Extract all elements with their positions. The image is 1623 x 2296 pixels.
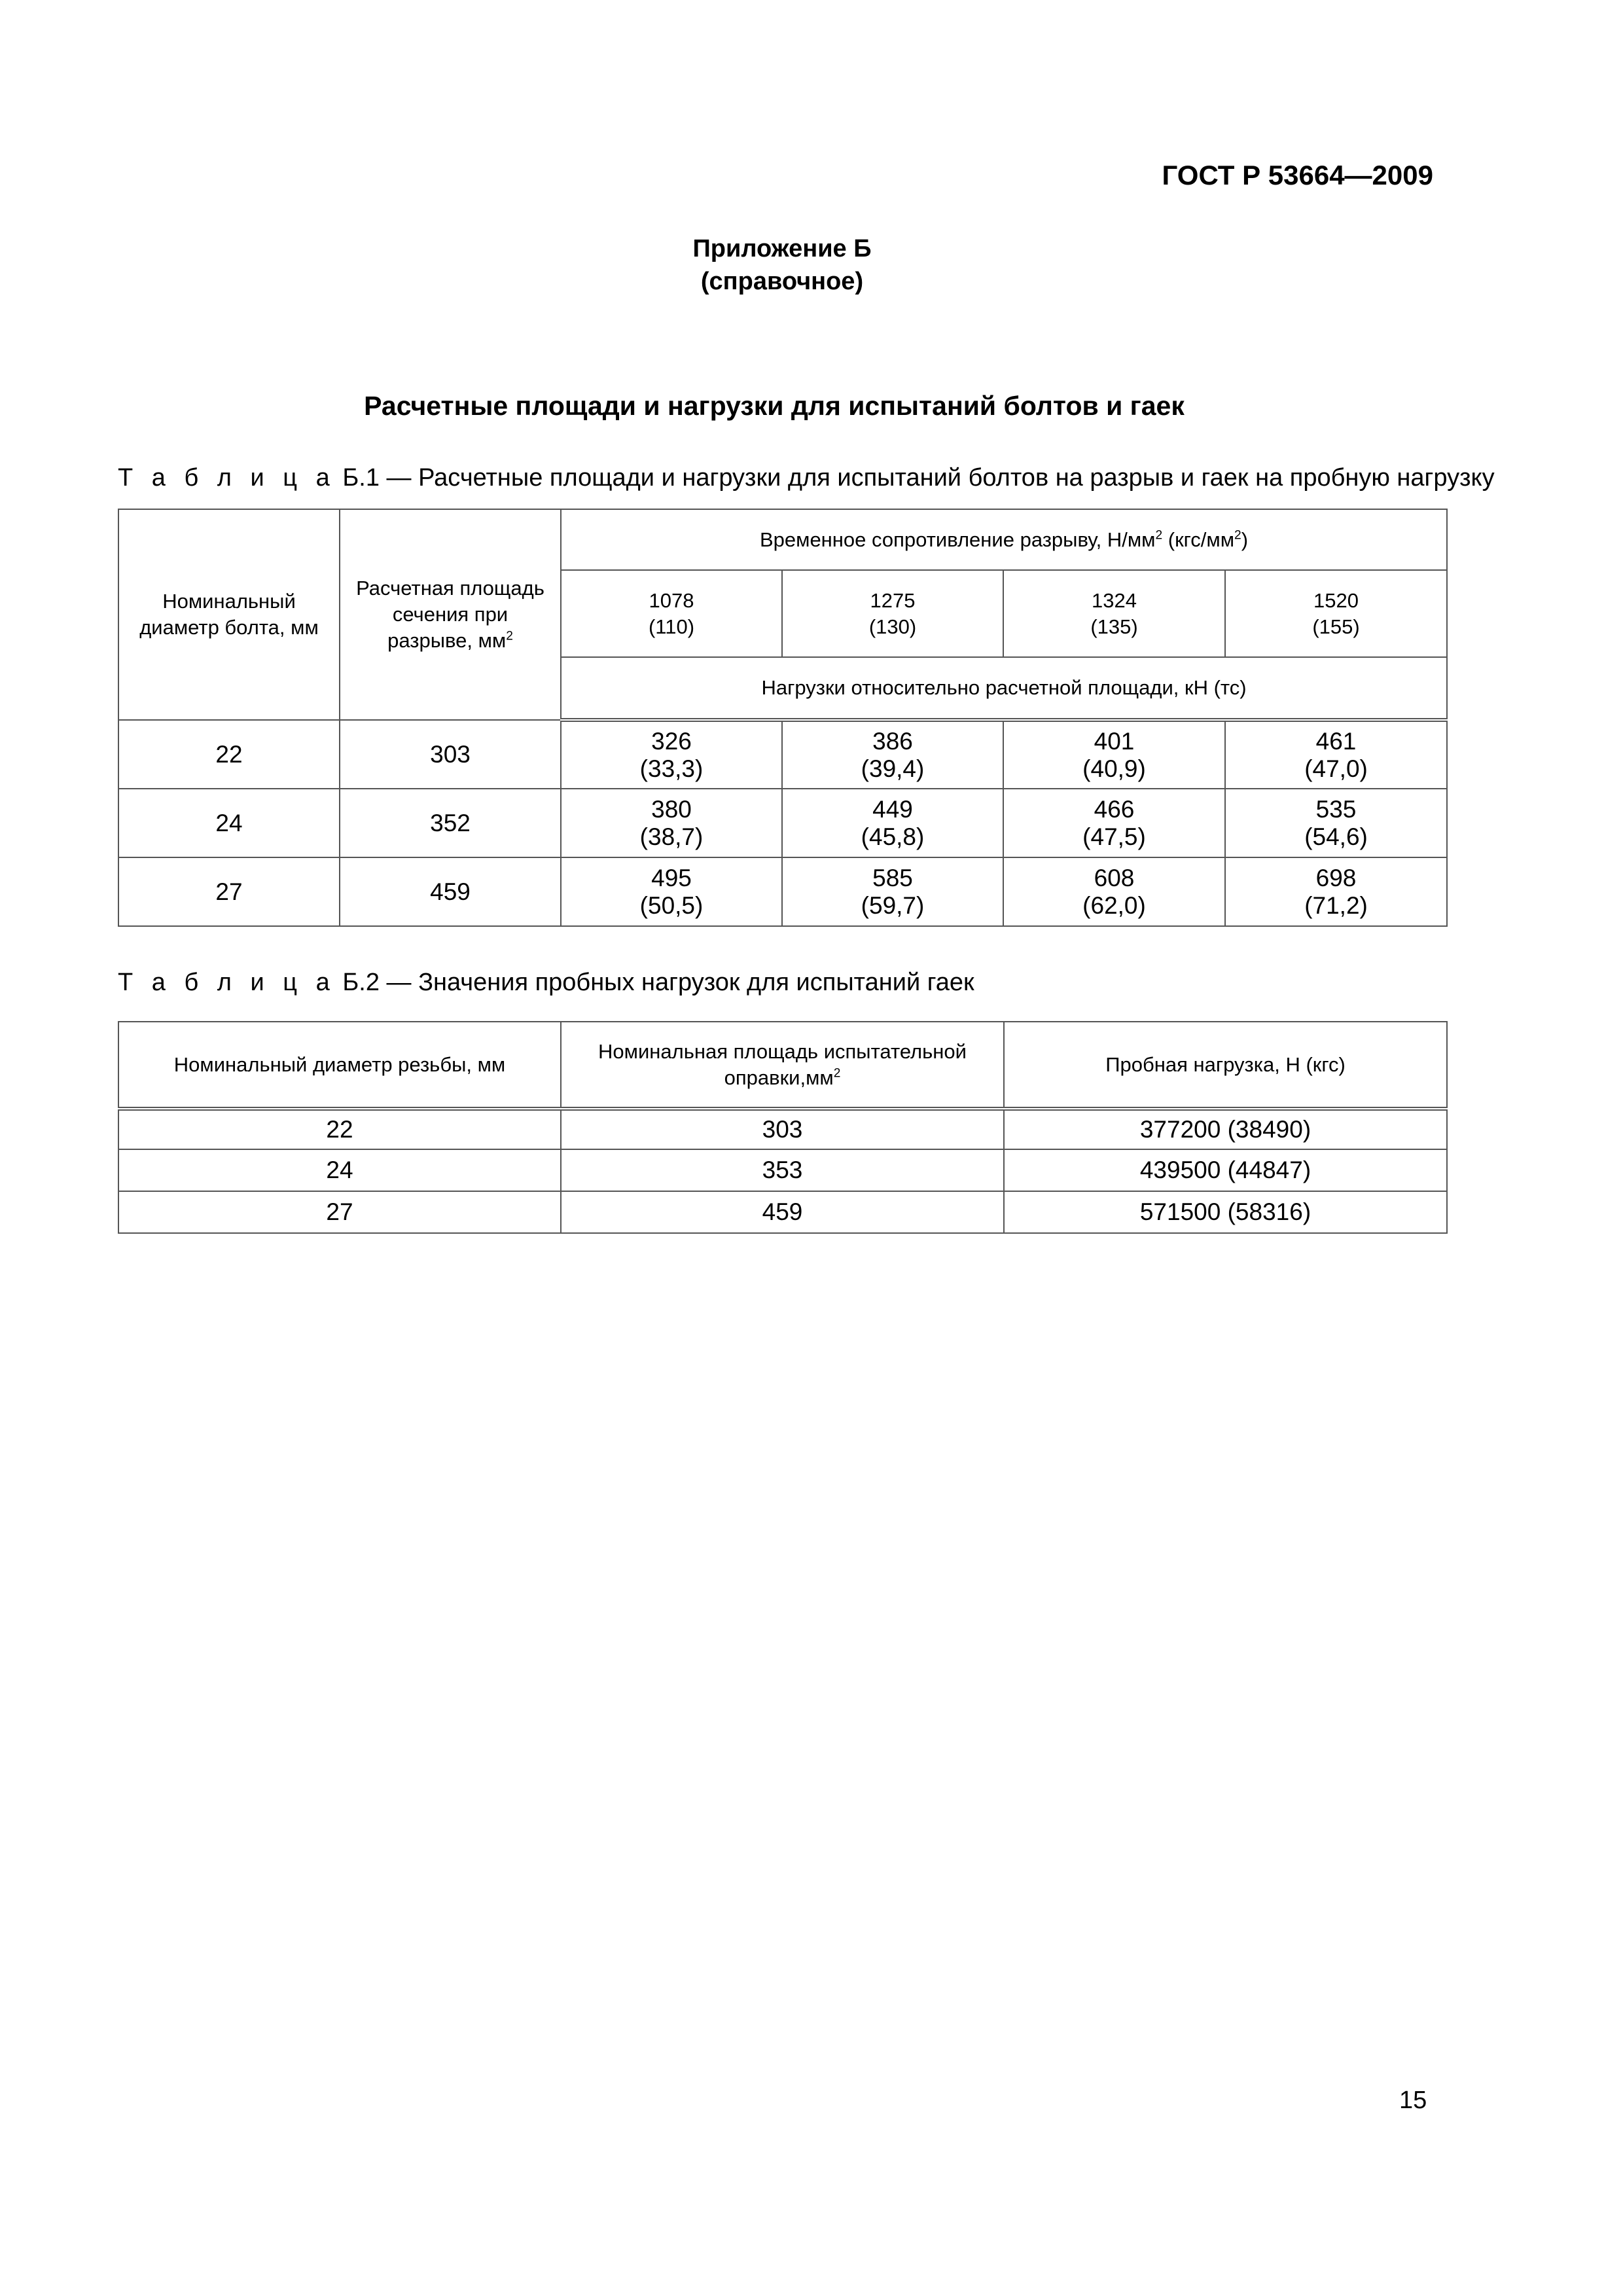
table1-cell-load [782, 720, 1003, 789]
load-alt: (47,5) [1082, 823, 1146, 850]
appendix-subtitle: (справочное) [700, 268, 864, 295]
table2-cell-diameter: 22 [118, 1109, 561, 1149]
strength-value: 1520 [1313, 588, 1359, 612]
load-alt: (38,7) [639, 823, 704, 850]
table2-cell-area: 459 [561, 1191, 1004, 1233]
table2-header-area [561, 1022, 1004, 1109]
load-value: 585 [872, 864, 913, 891]
table2-cell-load: 377200 (38490) [1004, 1109, 1447, 1149]
load-alt: (33,3) [639, 755, 704, 782]
table1-header-strength [561, 509, 1447, 570]
load-value: 326 [651, 727, 692, 755]
table2-header-area-text: Номинальная площадь испытательной оправки,мм [598, 1039, 967, 1089]
table2-cell-diameter: 24 [118, 1149, 561, 1191]
strength-value: 1275 [870, 588, 916, 612]
document-id: ГОСТ Р 53664—2009 [1162, 160, 1433, 190]
table2-header-diameter: Номинальный диаметр резьбы, мм [118, 1022, 561, 1109]
table1-caption-text: Б.1 — Расчетные площади и нагрузки для испытаний болтов на разрыв и гаек на пробную нагрузку [335, 464, 1495, 492]
load-value: 698 [1315, 864, 1357, 891]
table1-cell-load [1003, 857, 1225, 926]
load-alt: (50,5) [639, 891, 704, 919]
table2 [118, 1021, 1448, 1234]
section-title: Расчетные площади и нагрузки для испытаний болтов и гаек [364, 391, 1185, 421]
strength-col-2 [782, 570, 1003, 657]
appendix-title: Приложение Б [692, 235, 872, 262]
strength-header-c: ) [1241, 528, 1249, 551]
table2-caption [118, 969, 974, 997]
load-value: 401 [1094, 727, 1135, 755]
load-alt: (40,9) [1082, 755, 1146, 782]
table1-header-area-sup: 2 [506, 629, 513, 643]
strength-value: 1078 [649, 588, 694, 612]
table1-cell-load [1003, 720, 1225, 789]
table1-cell-diameter: 27 [118, 857, 340, 926]
strength-header-sup2: 2 [1234, 528, 1241, 543]
table1-cell-load [1225, 789, 1447, 857]
strength-header-b: (кгс/мм [1162, 528, 1235, 551]
table2-cell-diameter: 27 [118, 1191, 561, 1233]
load-alt: (54,6) [1304, 823, 1368, 850]
load-alt: (45,8) [861, 823, 925, 850]
table1-cell-load [561, 789, 782, 857]
load-alt: (47,0) [1304, 755, 1368, 782]
table2-cell-load: 571500 (58316) [1004, 1191, 1447, 1233]
table1-header-area [340, 509, 561, 720]
table1-header-diameter: Номинальный диаметр болта, мм [118, 509, 340, 720]
table1-cell-load [1003, 789, 1225, 857]
table1-cell-load [782, 789, 1003, 857]
table1-caption [118, 464, 1495, 492]
table2-header-load: Пробная нагрузка, Н (кгс) [1004, 1022, 1447, 1109]
load-value: 380 [651, 795, 692, 823]
table1-cell-load [561, 857, 782, 926]
table1-cell-diameter: 24 [118, 789, 340, 857]
table2-cell-load: 439500 (44847) [1004, 1149, 1447, 1191]
table1-cell-load [561, 720, 782, 789]
strength-value: 1324 [1092, 588, 1137, 612]
load-value: 466 [1094, 795, 1135, 823]
load-value: 461 [1315, 727, 1357, 755]
strength-header-a: Временное сопротивление разрыву, Н/мм [759, 528, 1156, 551]
table1-cell-load [1225, 857, 1447, 926]
table1-header-area-text: Расчетная площадь сечения при разрыве, мм [356, 577, 544, 652]
strength-alt: (135) [1090, 615, 1138, 638]
table2-cell-area: 303 [561, 1109, 1004, 1149]
load-alt: (39,4) [861, 755, 925, 782]
appendix-heading [0, 232, 1564, 298]
table1-cell-area: 459 [340, 857, 561, 926]
load-value: 495 [651, 864, 692, 891]
strength-col-1 [561, 570, 782, 657]
load-value: 449 [872, 795, 913, 823]
table2-caption-text: Б.2 — Значения пробных нагрузок для испытаний гаек [335, 969, 974, 996]
table1-cell-area: 303 [340, 720, 561, 789]
load-value: 386 [872, 727, 913, 755]
strength-alt: (155) [1312, 615, 1360, 638]
table1-cell-load [1225, 720, 1447, 789]
strength-col-4 [1225, 570, 1447, 657]
table1-header-loads: Нагрузки относительно расчетной площади, кН (тс) [561, 657, 1447, 720]
strength-header-sup1: 2 [1155, 528, 1163, 543]
load-value: 608 [1094, 864, 1135, 891]
table1-cell-load [782, 857, 1003, 926]
strength-alt: (110) [648, 615, 695, 638]
load-alt: (62,0) [1082, 891, 1146, 919]
load-value: 535 [1315, 795, 1357, 823]
load-alt: (71,2) [1304, 891, 1368, 919]
strength-alt: (130) [868, 615, 917, 638]
table2-header-area-sup: 2 [833, 1066, 841, 1081]
table1-caption-label: Т а б л и ц а [118, 464, 336, 492]
table1-cell-area: 352 [340, 789, 561, 857]
table2-caption-label: Т а б л и ц а [118, 969, 336, 996]
page-number: 15 [1399, 2087, 1427, 2114]
table1-cell-diameter: 22 [118, 720, 340, 789]
strength-col-3 [1003, 570, 1225, 657]
load-alt: (59,7) [861, 891, 925, 919]
table1 [118, 509, 1448, 927]
table2-cell-area: 353 [561, 1149, 1004, 1191]
